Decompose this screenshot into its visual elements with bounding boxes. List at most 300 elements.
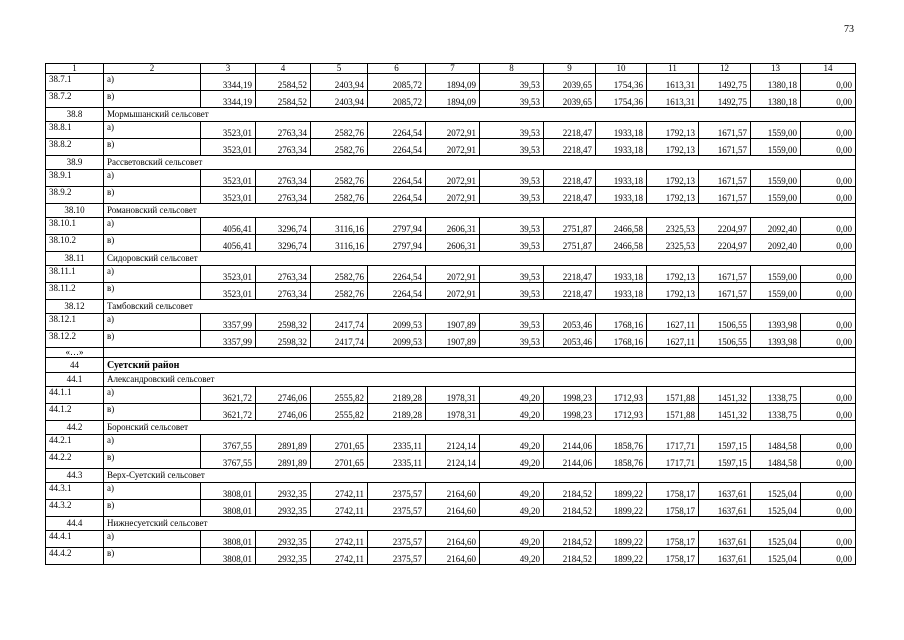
- district-row: [46, 358, 856, 373]
- value-cell: 0,00: [801, 452, 856, 469]
- value-cell: 1768,16: [596, 314, 647, 331]
- value-cell: 39,53: [480, 187, 544, 204]
- row-code: 38.12.1: [46, 314, 104, 331]
- value-cell: 2417,74: [311, 314, 368, 331]
- value-cell: 4056,41: [201, 218, 256, 235]
- row-code: 38.7.1: [46, 74, 104, 91]
- value-cell: 49,20: [480, 404, 544, 421]
- section-code: 44.4: [46, 517, 104, 531]
- omission-empty: [104, 348, 856, 358]
- section-row: [46, 421, 856, 435]
- value-cell: 0,00: [801, 187, 856, 204]
- section-name: Верх-Суетский сельсовет: [104, 469, 856, 483]
- value-cell: 3523,01: [201, 266, 256, 283]
- value-cell: 2555,82: [311, 404, 368, 421]
- value-cell: 1380,18: [751, 74, 801, 91]
- value-cell: 2264,54: [368, 170, 426, 187]
- row-letter: в): [104, 91, 201, 108]
- value-cell: 1627,11: [647, 331, 699, 348]
- value-cell: 3116,16: [311, 218, 368, 235]
- value-cell: 0,00: [801, 122, 856, 139]
- value-cell: 2763,34: [256, 266, 311, 283]
- value-cell: 1627,11: [647, 314, 699, 331]
- value-cell: 0,00: [801, 387, 856, 404]
- table-row: [46, 331, 856, 348]
- value-cell: 2204,97: [699, 235, 751, 252]
- section-row: [46, 156, 856, 170]
- value-cell: 2375,57: [368, 531, 426, 548]
- table-row: [46, 452, 856, 469]
- value-cell: 1559,00: [751, 139, 801, 156]
- value-cell: 1717,71: [647, 435, 699, 452]
- row-code: 44.4.1: [46, 531, 104, 548]
- value-cell: 2742,11: [311, 483, 368, 500]
- value-cell: 2742,11: [311, 548, 368, 565]
- value-cell: 3808,01: [201, 500, 256, 517]
- value-cell: 2144,06: [544, 452, 596, 469]
- value-cell: 2582,76: [311, 266, 368, 283]
- value-cell: 2763,34: [256, 170, 311, 187]
- row-letter: в): [104, 404, 201, 421]
- value-cell: 2335,11: [368, 435, 426, 452]
- value-cell: 1571,88: [647, 387, 699, 404]
- table-row: [46, 483, 856, 500]
- value-cell: 1899,22: [596, 500, 647, 517]
- value-cell: 2325,53: [647, 235, 699, 252]
- value-cell: 1978,31: [426, 387, 480, 404]
- value-cell: 3767,55: [201, 435, 256, 452]
- value-cell: 1380,18: [751, 91, 801, 108]
- value-cell: 3808,01: [201, 483, 256, 500]
- value-cell: 49,20: [480, 531, 544, 548]
- value-cell: 2085,72: [368, 74, 426, 91]
- table-row: [46, 531, 856, 548]
- value-cell: 2164,60: [426, 483, 480, 500]
- column-number-14: 14: [801, 64, 856, 74]
- row-letter: а): [104, 387, 201, 404]
- row-letter: в): [104, 187, 201, 204]
- value-cell: 39,53: [480, 122, 544, 139]
- column-number-7: 7: [426, 64, 480, 74]
- table-body: [46, 64, 856, 565]
- row-code: 38.11.1: [46, 266, 104, 283]
- district-name: Суетский район: [104, 358, 856, 373]
- value-cell: 2264,54: [368, 122, 426, 139]
- value-cell: 49,20: [480, 500, 544, 517]
- value-cell: 2072,91: [426, 187, 480, 204]
- value-cell: 2164,60: [426, 548, 480, 565]
- value-cell: 2584,52: [256, 91, 311, 108]
- value-cell: 1393,98: [751, 331, 801, 348]
- value-cell: 1597,15: [699, 452, 751, 469]
- value-cell: 1637,61: [699, 548, 751, 565]
- value-cell: 2072,91: [426, 170, 480, 187]
- value-cell: 2763,34: [256, 139, 311, 156]
- value-cell: 1559,00: [751, 283, 801, 300]
- value-cell: 2218,47: [544, 187, 596, 204]
- value-cell: 1671,57: [699, 139, 751, 156]
- row-code: 38.8.2: [46, 139, 104, 156]
- value-cell: 2742,11: [311, 500, 368, 517]
- value-cell: 2218,47: [544, 266, 596, 283]
- value-cell: 1637,61: [699, 531, 751, 548]
- value-cell: 1792,13: [647, 122, 699, 139]
- value-cell: 1712,93: [596, 404, 647, 421]
- table-row: [46, 548, 856, 565]
- row-letter: а): [104, 218, 201, 235]
- value-cell: 2218,47: [544, 283, 596, 300]
- table-row: [46, 122, 856, 139]
- column-number-6: 6: [368, 64, 426, 74]
- value-cell: 3296,74: [256, 235, 311, 252]
- value-cell: 2264,54: [368, 187, 426, 204]
- column-number-11: 11: [647, 64, 699, 74]
- value-cell: 2466,58: [596, 218, 647, 235]
- section-name: Сидоровский сельсовет: [104, 252, 856, 266]
- value-cell: 1559,00: [751, 187, 801, 204]
- value-cell: 2184,52: [544, 500, 596, 517]
- value-cell: 0,00: [801, 404, 856, 421]
- value-cell: 0,00: [801, 314, 856, 331]
- omission-mark: «…»: [46, 348, 104, 358]
- value-cell: 39,53: [480, 218, 544, 235]
- table-row: [46, 387, 856, 404]
- value-cell: 1637,61: [699, 483, 751, 500]
- value-cell: 1933,18: [596, 266, 647, 283]
- value-cell: 3523,01: [201, 283, 256, 300]
- section-row: [46, 108, 856, 122]
- value-cell: 3357,99: [201, 331, 256, 348]
- section-code: 38.11: [46, 252, 104, 266]
- table-row: [46, 235, 856, 252]
- value-cell: 0,00: [801, 435, 856, 452]
- value-cell: 2264,54: [368, 139, 426, 156]
- value-cell: 1899,22: [596, 548, 647, 565]
- row-letter: в): [104, 452, 201, 469]
- value-cell: 2932,35: [256, 531, 311, 548]
- value-cell: 2184,52: [544, 531, 596, 548]
- value-cell: 0,00: [801, 266, 856, 283]
- value-cell: 2375,57: [368, 548, 426, 565]
- value-cell: 1559,00: [751, 266, 801, 283]
- value-cell: 2189,28: [368, 387, 426, 404]
- value-cell: 1998,23: [544, 404, 596, 421]
- value-cell: 1933,18: [596, 187, 647, 204]
- section-row: [46, 252, 856, 266]
- value-cell: 2598,32: [256, 314, 311, 331]
- section-code: 44.3: [46, 469, 104, 483]
- page-number: 73: [844, 24, 854, 35]
- column-number-1: 1: [46, 64, 104, 74]
- value-cell: 4056,41: [201, 235, 256, 252]
- value-cell: 2891,89: [256, 452, 311, 469]
- value-cell: 0,00: [801, 91, 856, 108]
- value-cell: 3621,72: [201, 404, 256, 421]
- value-cell: 1758,17: [647, 483, 699, 500]
- value-cell: 1717,71: [647, 452, 699, 469]
- value-cell: 0,00: [801, 500, 856, 517]
- value-cell: 1894,09: [426, 74, 480, 91]
- table-row: [46, 170, 856, 187]
- table-row: [46, 139, 856, 156]
- value-cell: 2164,60: [426, 500, 480, 517]
- section-row: [46, 517, 856, 531]
- row-code: 38.11.2: [46, 283, 104, 300]
- value-cell: 1525,04: [751, 548, 801, 565]
- value-cell: 2039,65: [544, 91, 596, 108]
- section-code: 44.2: [46, 421, 104, 435]
- value-cell: 2751,87: [544, 218, 596, 235]
- value-cell: 2375,57: [368, 500, 426, 517]
- value-cell: 1933,18: [596, 139, 647, 156]
- value-cell: 2218,47: [544, 139, 596, 156]
- table-row: [46, 74, 856, 91]
- value-cell: 2891,89: [256, 435, 311, 452]
- value-cell: 2403,94: [311, 91, 368, 108]
- row-letter: а): [104, 435, 201, 452]
- value-cell: 1338,75: [751, 387, 801, 404]
- value-cell: 1671,57: [699, 187, 751, 204]
- value-cell: 1758,17: [647, 531, 699, 548]
- value-cell: 2701,65: [311, 452, 368, 469]
- value-cell: 2746,06: [256, 387, 311, 404]
- value-cell: 1768,16: [596, 331, 647, 348]
- value-cell: 1933,18: [596, 283, 647, 300]
- value-cell: 2606,31: [426, 235, 480, 252]
- section-name: Рассветовский сельсовет: [104, 156, 856, 170]
- value-cell: 2072,91: [426, 266, 480, 283]
- value-cell: 2072,91: [426, 122, 480, 139]
- value-cell: 2932,35: [256, 483, 311, 500]
- row-letter: в): [104, 548, 201, 565]
- section-name: Тамбовский сельсовет: [104, 300, 856, 314]
- section-row: [46, 373, 856, 387]
- value-cell: 0,00: [801, 218, 856, 235]
- value-cell: 1525,04: [751, 531, 801, 548]
- value-cell: 3296,74: [256, 218, 311, 235]
- value-cell: 2164,60: [426, 531, 480, 548]
- row-letter: а): [104, 314, 201, 331]
- column-number-row: [46, 64, 856, 74]
- value-cell: 39,53: [480, 139, 544, 156]
- value-cell: 1492,75: [699, 91, 751, 108]
- value-cell: 1637,61: [699, 500, 751, 517]
- row-code: 38.9.1: [46, 170, 104, 187]
- value-cell: 3767,55: [201, 452, 256, 469]
- value-cell: 39,53: [480, 266, 544, 283]
- value-cell: 3621,72: [201, 387, 256, 404]
- value-cell: 39,53: [480, 74, 544, 91]
- row-code: 44.1.2: [46, 404, 104, 421]
- table-row: [46, 283, 856, 300]
- value-cell: 1978,31: [426, 404, 480, 421]
- column-number-2: 2: [104, 64, 201, 74]
- value-cell: 2584,52: [256, 74, 311, 91]
- value-cell: 2742,11: [311, 531, 368, 548]
- value-cell: 1712,93: [596, 387, 647, 404]
- value-cell: 2932,35: [256, 500, 311, 517]
- value-cell: 1525,04: [751, 483, 801, 500]
- value-cell: 1792,13: [647, 283, 699, 300]
- row-code: 44.3.1: [46, 483, 104, 500]
- value-cell: 2099,53: [368, 331, 426, 348]
- value-cell: 2932,35: [256, 548, 311, 565]
- column-number-4: 4: [256, 64, 311, 74]
- value-cell: 39,53: [480, 91, 544, 108]
- value-cell: 2092,40: [751, 235, 801, 252]
- row-code: 38.12.2: [46, 331, 104, 348]
- table-row: [46, 187, 856, 204]
- value-cell: 3523,01: [201, 187, 256, 204]
- value-cell: 1792,13: [647, 139, 699, 156]
- value-cell: 0,00: [801, 139, 856, 156]
- value-cell: 0,00: [801, 235, 856, 252]
- table-row: [46, 218, 856, 235]
- section-name: Александровский сельсовет: [104, 373, 856, 387]
- value-cell: 0,00: [801, 283, 856, 300]
- value-cell: 39,53: [480, 331, 544, 348]
- section-name: Романовский сельсовет: [104, 204, 856, 218]
- value-cell: 2466,58: [596, 235, 647, 252]
- value-cell: 2417,74: [311, 331, 368, 348]
- row-letter: а): [104, 170, 201, 187]
- value-cell: 2598,32: [256, 331, 311, 348]
- row-code: 38.7.2: [46, 91, 104, 108]
- row-letter: в): [104, 331, 201, 348]
- value-cell: 2335,11: [368, 452, 426, 469]
- column-number-8: 8: [480, 64, 544, 74]
- value-cell: 49,20: [480, 548, 544, 565]
- value-cell: 3523,01: [201, 170, 256, 187]
- table-row: [46, 500, 856, 517]
- value-cell: 49,20: [480, 387, 544, 404]
- value-cell: 1613,31: [647, 74, 699, 91]
- value-cell: 2184,52: [544, 548, 596, 565]
- value-cell: 1907,89: [426, 314, 480, 331]
- value-cell: 0,00: [801, 170, 856, 187]
- value-cell: 1858,76: [596, 435, 647, 452]
- value-cell: 1758,17: [647, 500, 699, 517]
- row-letter: а): [104, 483, 201, 500]
- value-cell: 2751,87: [544, 235, 596, 252]
- row-code: 44.4.2: [46, 548, 104, 565]
- value-cell: 1597,15: [699, 435, 751, 452]
- value-cell: 1559,00: [751, 122, 801, 139]
- value-cell: 1571,88: [647, 404, 699, 421]
- value-cell: 1792,13: [647, 170, 699, 187]
- value-cell: 2072,91: [426, 139, 480, 156]
- value-cell: 2797,94: [368, 218, 426, 235]
- row-code: 38.8.1: [46, 122, 104, 139]
- section-code: 44.1: [46, 373, 104, 387]
- column-number-3: 3: [201, 64, 256, 74]
- value-cell: 2124,14: [426, 435, 480, 452]
- value-cell: 1613,31: [647, 91, 699, 108]
- table-row: [46, 314, 856, 331]
- section-code: 38.9: [46, 156, 104, 170]
- value-cell: 3357,99: [201, 314, 256, 331]
- value-cell: 1451,32: [699, 404, 751, 421]
- value-cell: 2582,76: [311, 139, 368, 156]
- value-cell: 2184,52: [544, 483, 596, 500]
- value-cell: 2582,76: [311, 122, 368, 139]
- value-cell: 2763,34: [256, 283, 311, 300]
- value-cell: 2403,94: [311, 74, 368, 91]
- value-cell: 1792,13: [647, 266, 699, 283]
- column-number-12: 12: [699, 64, 751, 74]
- value-cell: 0,00: [801, 531, 856, 548]
- value-cell: 1671,57: [699, 266, 751, 283]
- value-cell: 2746,06: [256, 404, 311, 421]
- value-cell: 1899,22: [596, 483, 647, 500]
- value-cell: 3344,19: [201, 74, 256, 91]
- value-cell: 2701,65: [311, 435, 368, 452]
- value-cell: 2099,53: [368, 314, 426, 331]
- column-number-9: 9: [544, 64, 596, 74]
- value-cell: 1484,58: [751, 435, 801, 452]
- value-cell: 1754,36: [596, 74, 647, 91]
- value-cell: 1393,98: [751, 314, 801, 331]
- value-cell: 2606,31: [426, 218, 480, 235]
- table-row: [46, 91, 856, 108]
- value-cell: 2144,06: [544, 435, 596, 452]
- value-cell: 39,53: [480, 170, 544, 187]
- value-cell: 2039,65: [544, 74, 596, 91]
- row-letter: в): [104, 235, 201, 252]
- value-cell: 39,53: [480, 283, 544, 300]
- section-row: [46, 204, 856, 218]
- row-letter: а): [104, 266, 201, 283]
- value-cell: 1933,18: [596, 122, 647, 139]
- value-cell: 2204,97: [699, 218, 751, 235]
- value-cell: 1998,23: [544, 387, 596, 404]
- row-code: 44.2.2: [46, 452, 104, 469]
- tariff-table: [45, 63, 856, 565]
- value-cell: 1484,58: [751, 452, 801, 469]
- value-cell: 1451,32: [699, 387, 751, 404]
- value-cell: 1899,22: [596, 531, 647, 548]
- section-code: 38.10: [46, 204, 104, 218]
- value-cell: 1858,76: [596, 452, 647, 469]
- value-cell: 2124,14: [426, 452, 480, 469]
- value-cell: 2264,54: [368, 283, 426, 300]
- value-cell: 1559,00: [751, 170, 801, 187]
- row-code: 44.3.2: [46, 500, 104, 517]
- value-cell: 2375,57: [368, 483, 426, 500]
- value-cell: 1758,17: [647, 548, 699, 565]
- section-code: 38.8: [46, 108, 104, 122]
- section-name: Боронский сельсовет: [104, 421, 856, 435]
- value-cell: 2092,40: [751, 218, 801, 235]
- value-cell: 1671,57: [699, 170, 751, 187]
- value-cell: 1792,13: [647, 187, 699, 204]
- section-code: 38.12: [46, 300, 104, 314]
- value-cell: 2582,76: [311, 187, 368, 204]
- table-row: [46, 266, 856, 283]
- value-cell: 1933,18: [596, 170, 647, 187]
- value-cell: 49,20: [480, 452, 544, 469]
- section-row: [46, 300, 856, 314]
- row-code: 44.2.1: [46, 435, 104, 452]
- value-cell: 1338,75: [751, 404, 801, 421]
- value-cell: 1894,09: [426, 91, 480, 108]
- value-cell: 2072,91: [426, 283, 480, 300]
- value-cell: 2085,72: [368, 91, 426, 108]
- value-cell: 1506,55: [699, 331, 751, 348]
- value-cell: 0,00: [801, 483, 856, 500]
- value-cell: 0,00: [801, 331, 856, 348]
- table-row: [46, 435, 856, 452]
